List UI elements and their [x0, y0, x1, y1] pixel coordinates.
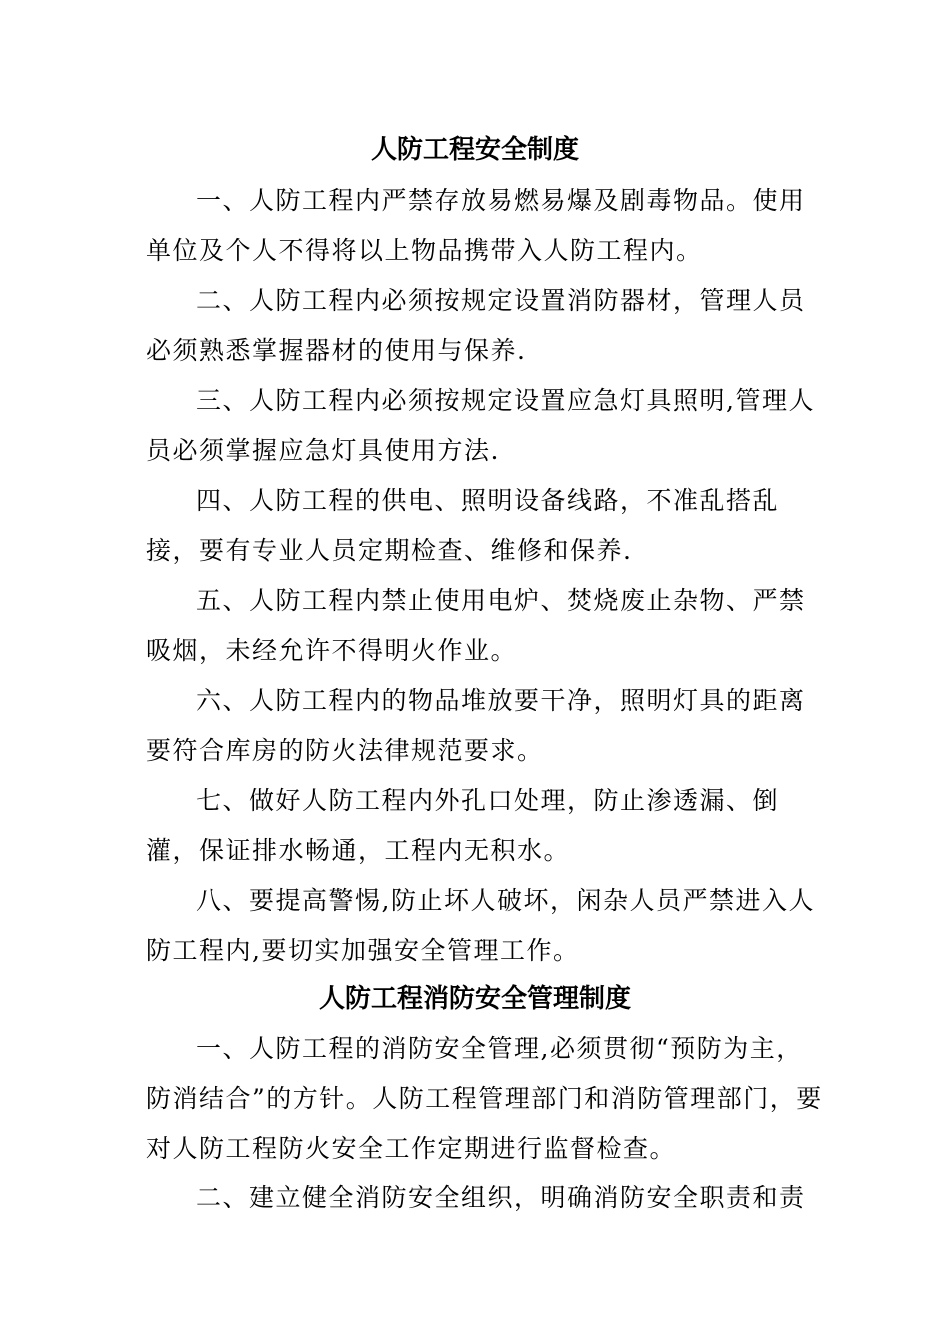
rule-paragraph-3: 三、人防工程内必须按规定设置应急灯具照明,管理人员必须掌握应急灯具使用方法.: [146, 386, 815, 465]
fire-rule-paragraph-1: 一、人防工程的消防安全管理,必须贯彻“预防为主，防消结合”的方针。人防工程管理部门和消防管理部门，要对人防工程防火安全工作定期进行监督检查。: [146, 1034, 823, 1163]
rule-paragraph-4: 四、人防工程的供电、照明设备线路，不准乱搭乱接，要有专业人员定期检查、维修和保养.: [146, 486, 780, 565]
document-title-fire-safety-rules: 人防工程消防安全管理制度: [318, 984, 631, 1014]
document-title-safety-rules: 人防工程安全制度: [370, 135, 579, 165]
rule-paragraph-1: 一、人防工程内严禁存放易燃易爆及剧毒物品。使用单位及个人不得将以上物品携带入人防工程内。: [146, 186, 806, 265]
rule-paragraph-7: 七、做好人防工程内外孔口处理，防止渗透漏、倒灌，保证排水畅通，工程内无积水。: [146, 786, 780, 865]
rule-paragraph-2: 二、人防工程内必须按规定设置消防器材，管理人员必须熟悉掌握器材的使用与保养.: [146, 286, 806, 365]
rule-paragraph-5: 五、人防工程内禁止使用电炉、焚烧废止杂物、严禁吸烟，未经允许不得明火作业。: [146, 586, 806, 665]
rule-paragraph-8: 八、要提高警惕,防止坏人破坏，闲杂人员严禁进入人防工程内,要切实加强安全管理工作。: [146, 886, 815, 965]
rule-paragraph-6: 六、人防工程内的物品堆放要干净，照明灯具的距离要符合库房的防火法律规范要求。: [146, 686, 806, 765]
fire-rule-paragraph-2: 二、建立健全消防安全组织，明确消防安全职责和责: [196, 1183, 806, 1212]
